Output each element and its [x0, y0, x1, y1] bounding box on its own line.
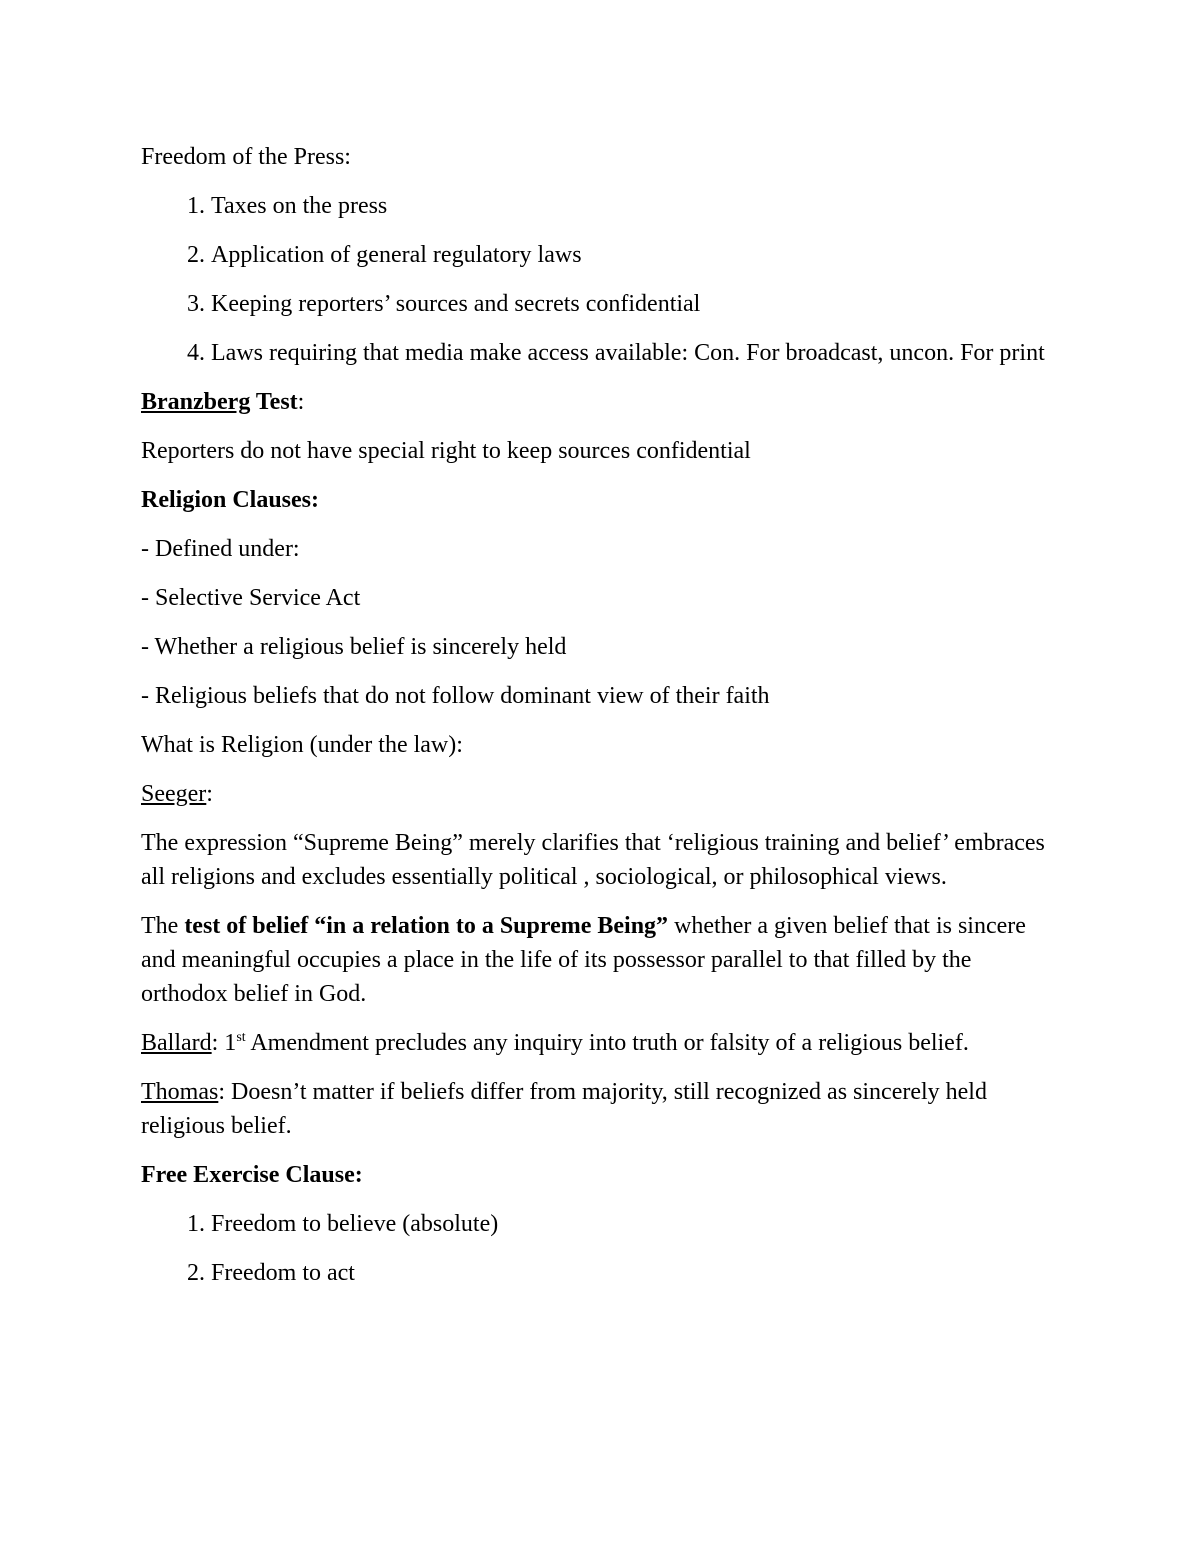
religion-heading: Religion Clauses:: [141, 487, 320, 513]
seeger-heading: [141, 777, 1061, 811]
seeger-text: The expression “Supreme Being” merely clarifies that ‘religious training and belief’ embraces all religions and excludes essentially political , sociological, or philosophical views.: [141, 830, 1045, 890]
thomas-text: [141, 1075, 1061, 1143]
press-list: [141, 189, 1061, 370]
seeger-test-pre: The: [141, 913, 185, 939]
seeger-case-name: Seeger: [141, 781, 207, 807]
list-item: 1. Taxes on the press: [211, 189, 1061, 223]
seeger-test-text: [141, 909, 1061, 1011]
seeger-test-bold: test of belief “in a relation to a Supreme Being”: [184, 913, 669, 939]
free-exercise-heading: Free Exercise Clause:: [141, 1162, 363, 1188]
ballard-sep: : 1: [211, 1030, 237, 1056]
list-item: 3. Keeping reporters’ sources and secrets confidential: [211, 287, 1061, 321]
list-item: 1. Freedom to believe (absolute): [211, 1207, 1061, 1241]
what-is-religion: What is Religion (under the law):: [141, 732, 463, 758]
religion-bullet: - Whether a religious belief is sincerely held: [141, 634, 567, 660]
list-item: 4. Laws requiring that media make access available: Con. For broadcast, uncon. For print: [211, 336, 1061, 370]
seeger-colon: :: [206, 781, 213, 807]
branzberg-test-label: Test: [250, 389, 298, 415]
seeger-test-post: whether a given belief that is sincere and meaningful occupies a place in the life of its possessor parallel to that filled by the orthodox belief in God.: [141, 913, 1026, 1007]
branzberg-colon: :: [297, 389, 305, 415]
branzberg-text: Reporters do not have special right to keep sources confidential: [141, 438, 751, 464]
ballard-text: [141, 1026, 1061, 1060]
press-heading: Freedom of the Press:: [141, 144, 351, 170]
religion-bullet: - Religious beliefs that do not follow dominant view of their faith: [141, 683, 770, 709]
list-item: 2. Freedom to act: [211, 1256, 1061, 1290]
free-exercise-list: [141, 1207, 1061, 1290]
branzberg-case-name: Branzberg: [141, 389, 251, 415]
ballard-ordinal: st: [236, 1030, 246, 1045]
religion-bullet: - Selective Service Act: [141, 585, 361, 611]
ballard-case-name: Ballard: [141, 1030, 212, 1056]
religion-bullet: - Defined under:: [141, 536, 300, 562]
ballard-body: Amendment precludes any inquiry into truth or falsity of a religious belief.: [245, 1030, 969, 1056]
branzberg-heading: [141, 385, 1061, 419]
thomas-case-name: Thomas: [141, 1079, 219, 1105]
document-page: [141, 140, 1061, 1305]
thomas-body: : Doesn’t matter if beliefs differ from majority, still recognized as sincerely held religious belief.: [141, 1079, 987, 1139]
list-item: 2. Application of general regulatory laws: [211, 238, 1061, 272]
